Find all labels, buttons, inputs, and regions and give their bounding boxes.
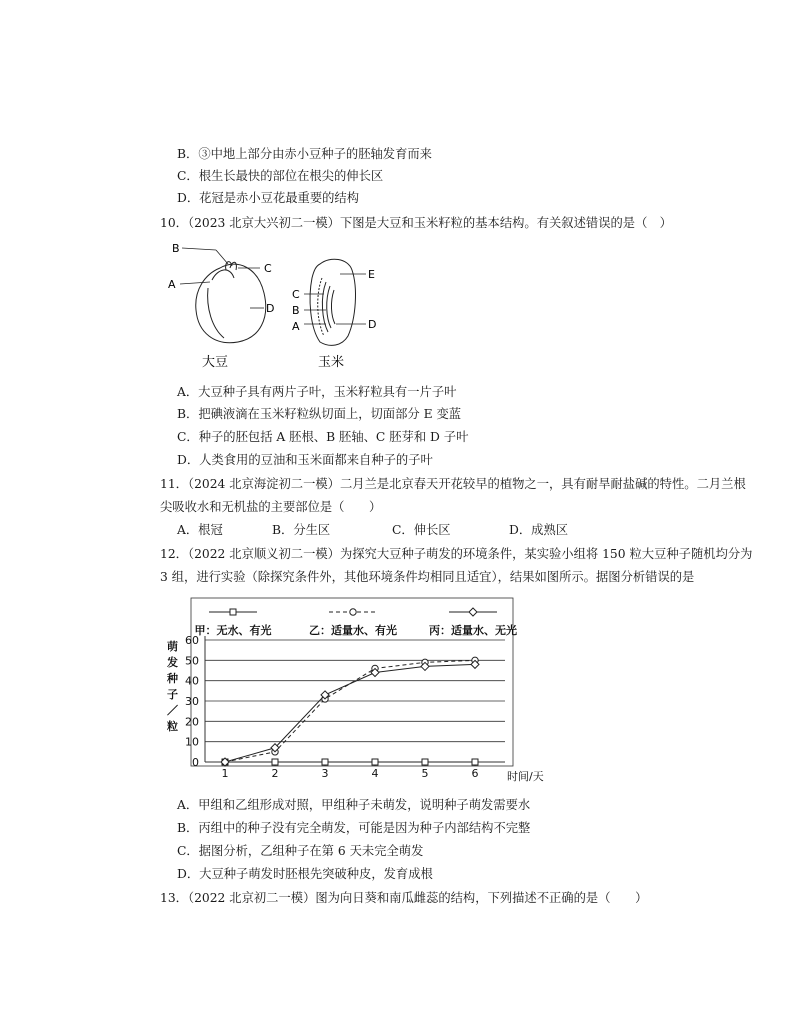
q12-option-b: B．丙组中的种子没有完全萌发，可能是因为种子内部结构不完整 [177, 821, 531, 835]
series-line [225, 664, 475, 762]
x-tick-label: 6 [471, 767, 479, 780]
q11-option-c: C．伸长区 [392, 523, 451, 537]
data-point [322, 759, 328, 765]
corn-diagram [310, 259, 355, 345]
x-tick-label: 1 [221, 767, 229, 780]
y-tick-label: 20 [185, 715, 199, 729]
soybean-diagram [196, 262, 266, 343]
corn-label-c: C [292, 288, 300, 301]
y-tick-label: 30 [185, 695, 199, 708]
legend-marker [350, 609, 356, 615]
corn-label-e: E [368, 268, 375, 281]
q12-option-c: C．据图分析，乙组种子在第 6 天未完全萌发 [177, 844, 424, 858]
x-tick-label: 3 [321, 767, 329, 780]
germination-line-chart [155, 596, 555, 786]
x-axis-label: 时间/天 [507, 770, 544, 783]
q10-option-d: D．人类食用的豆油和玉米面都来自种子的子叶 [177, 453, 433, 467]
soy-leader-b [182, 248, 216, 250]
legend-label: 甲：无水、有光 [194, 624, 272, 637]
y-tick-label: 50 [185, 654, 199, 668]
legend-marker [230, 609, 236, 615]
legend-label: 丙：适量水、无光 [429, 624, 517, 637]
data-point [422, 759, 428, 765]
x-tick-label: 4 [371, 767, 379, 780]
corn-label-b: B [292, 304, 300, 317]
series-line [225, 660, 475, 762]
q9-option-c: C．根生长最快的部位在根尖的伸长区 [177, 169, 384, 183]
y-tick-label: 0 [192, 756, 199, 769]
q10-option-a: A．大豆种子具有两片子叶，玉米籽粒具有一片子叶 [177, 385, 457, 399]
soy-label-d: D [266, 302, 275, 315]
q11-option-b: B．分生区 [272, 523, 331, 537]
y-tick-label: 60 [185, 634, 199, 647]
y-tick-label: 10 [185, 735, 199, 749]
q9-option-b: B．③中地上部分由赤小豆种子的胚轴发育而来 [177, 147, 432, 161]
data-point [372, 759, 378, 765]
seed-structure-figure [160, 238, 390, 378]
y-tick-label: 40 [185, 674, 199, 688]
data-point [272, 759, 278, 765]
q12-option-d: D．大豆种子萌发时胚根先突破种皮，发育成根 [177, 867, 433, 881]
data-point [472, 759, 478, 765]
soy-label-a: A [168, 278, 176, 291]
q12-option-a: A．甲组和乙组形成对照，甲组种子未萌发，说明种子萌发需要水 [177, 798, 531, 812]
legend-marker [469, 608, 477, 616]
corn-label-a: A [292, 320, 300, 333]
soy-leader-a [180, 282, 210, 284]
corn-caption: 玉米 [318, 355, 345, 370]
q11-stem-line1: 11．（2024 北京海淀初二一模）二月兰是北京春天开花较早的植物之一，具有耐旱耐盐碱的特性。二月兰根 [160, 477, 746, 491]
q10-stem: 10．（2023 北京大兴初二一模）下图是大豆和玉米籽粒的基本结构。有关叙述错误的是（ ） [160, 216, 672, 230]
soy-caption: 大豆 [202, 355, 229, 370]
q10-option-c: C．种子的胚包括 A 胚根、B 胚轴、C 胚芽和 D 子叶 [177, 430, 469, 444]
legend-label: 乙：适量水、有光 [309, 624, 397, 637]
x-tick-label: 2 [271, 767, 279, 780]
q12-stem-line1: 12．（2022 北京顺义初二一模）为探究大豆种子萌发的环境条件，某实验小组将 150 粒大豆种子随机均分为 [160, 547, 753, 561]
q13-stem: 13．（2022 北京初二一模）图为向日葵和南瓜雌蕊的结构，下列描述不正确的是（ ） [160, 891, 648, 905]
q12-stem-line2: 3 组，进行实验（除探究条件外，其他环境条件均相同且适宜），结果如图所示。据图分析错误的是 [160, 570, 695, 584]
y-axis-label: 萌发种子／粒 [167, 640, 178, 733]
q11-stem-line2: 尖吸收水和无机盐的主要部位是（ ） [160, 500, 382, 514]
q11-option-d: D．成熟区 [509, 523, 569, 537]
q9-option-d: D．花冠是赤小豆花最重要的结构 [177, 191, 360, 205]
q10-option-b: B．把碘液滴在玉米籽粒纵切面上，切面部分 E 变蓝 [177, 407, 462, 421]
soy-label-b: B [172, 242, 180, 255]
soy-label-c: C [264, 262, 272, 275]
q11-option-a: A．根冠 [177, 523, 223, 537]
x-tick-label: 5 [421, 767, 429, 780]
corn-label-d: D [368, 318, 377, 331]
